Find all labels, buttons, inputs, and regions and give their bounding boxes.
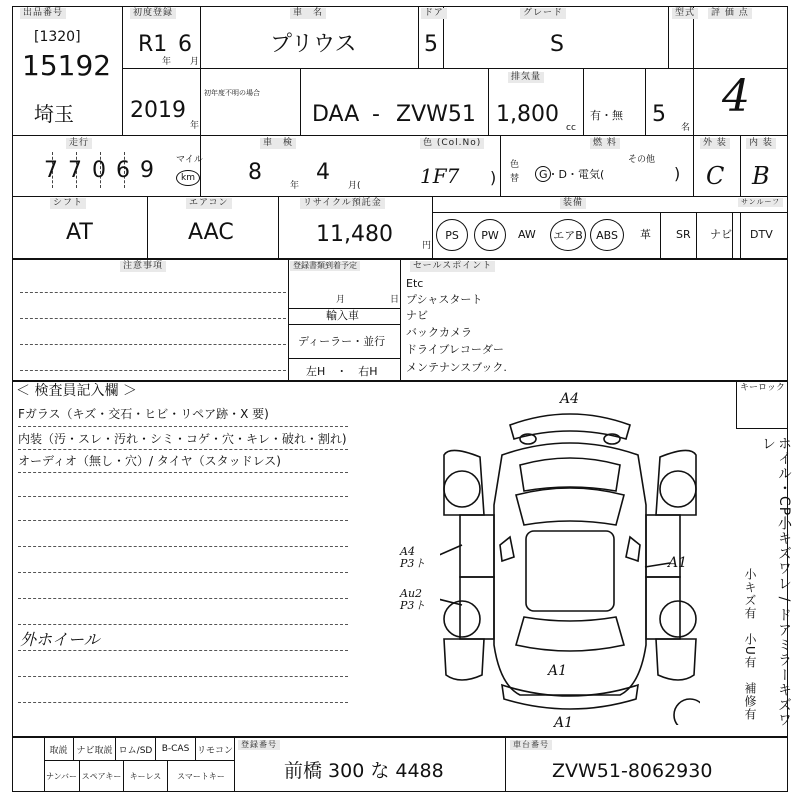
lot-number: 15192 xyxy=(22,49,112,82)
model-dash: - xyxy=(372,102,380,127)
interior-label: 内 装 xyxy=(746,138,776,149)
footer-checklist-row2 xyxy=(44,761,234,791)
capacity-unit: 名 xyxy=(681,123,691,133)
mark-front: A4 xyxy=(560,391,580,407)
col-line-a xyxy=(122,6,123,135)
odo-digit: 7 xyxy=(68,158,82,183)
displacement-unit: cc xyxy=(566,123,576,133)
grade-label: グレード xyxy=(520,8,566,19)
inspector-rule xyxy=(18,496,348,497)
left-door-front xyxy=(460,515,494,577)
col-line-p xyxy=(278,196,279,259)
sales-label: セールスポイント xyxy=(410,261,495,272)
col-line-f xyxy=(693,6,694,135)
inspector-line: オーディオ（無し・穴）/ タイヤ（スタッドレス) xyxy=(18,454,281,468)
wheel-rear-left xyxy=(444,601,480,637)
col-line-h xyxy=(488,68,489,135)
row-line-3 xyxy=(12,196,788,197)
ac-option: 有・無 xyxy=(590,109,623,122)
col-line-j xyxy=(645,68,646,135)
hood xyxy=(520,458,620,491)
exterior-grade: C xyxy=(706,162,725,190)
equip-pw: PW xyxy=(474,219,506,251)
row-line-2 xyxy=(12,135,788,136)
import-label: 輸入車 xyxy=(326,309,359,322)
shaken-year: 8 xyxy=(248,160,262,185)
first-reg-era: R1 xyxy=(138,32,168,57)
recycle-label: リサイクル預託金 xyxy=(300,198,385,209)
col-line-o xyxy=(147,196,148,259)
inspector-title: ＜ 検査員記入欄 ＞ xyxy=(16,383,137,399)
odo-unit-km: km xyxy=(176,170,200,186)
equip-divider xyxy=(660,213,661,259)
color-code: 1F7 xyxy=(420,164,460,188)
steering: 左H ・ 右H xyxy=(306,365,378,378)
displacement: 1,800 xyxy=(496,102,559,127)
checklist-item: スペアキー xyxy=(80,761,124,791)
inspector-rule xyxy=(18,426,348,427)
handwritten-note: 外ホイール xyxy=(20,630,100,649)
reg-line xyxy=(288,324,401,325)
score-label: 評 価 点 xyxy=(708,8,752,19)
shaken-label: 車 検 xyxy=(260,138,296,149)
recycle-fee: 11,480 xyxy=(316,222,393,247)
col-line-i xyxy=(583,68,584,135)
windshield xyxy=(516,488,624,525)
inspector-rule xyxy=(18,624,348,625)
capacity: 5 xyxy=(652,102,666,127)
fender-front-left xyxy=(444,450,484,515)
odo-digit: 6 xyxy=(116,158,130,183)
col-line-n xyxy=(740,135,741,196)
odo-unit-mile: マイル xyxy=(176,155,203,165)
sales-point: ドライブレコーダー xyxy=(406,343,504,356)
equip-ps: PS xyxy=(436,219,468,251)
mirror-right xyxy=(626,537,640,561)
wheel-front-left xyxy=(444,471,480,507)
checklist-item: スマートキー xyxy=(177,771,225,781)
mission-label: シフト xyxy=(50,198,86,209)
row-line-1 xyxy=(122,68,788,69)
reg-label: 登録書類到着予定 xyxy=(290,261,360,271)
aircon-label: エアコン xyxy=(186,198,232,209)
equipment-row xyxy=(432,212,788,260)
model-code: ZVW51 xyxy=(396,102,476,127)
model-prefix: DAA xyxy=(312,102,360,127)
chassis-label: 車台番号 xyxy=(510,740,552,750)
keylock-label: キーロック xyxy=(740,383,785,393)
rear-window xyxy=(516,617,624,651)
dealer-label: ディーラー・並行 xyxy=(298,335,386,348)
reg-line xyxy=(288,358,401,359)
equip-aw: AW xyxy=(518,228,536,241)
odometer xyxy=(30,152,170,190)
region-code: [1320] xyxy=(34,29,81,45)
equip-airbag: エアB xyxy=(550,219,586,251)
wheel-spare xyxy=(674,699,700,725)
grade-value: S xyxy=(550,32,564,57)
plate-label: 登録番号 xyxy=(238,740,280,750)
aircon: AAC xyxy=(188,220,234,245)
col-line-k xyxy=(200,135,201,196)
prefecture: 埼玉 xyxy=(34,102,74,126)
recycle-unit: 円 xyxy=(422,241,432,251)
plate-number: 前橋 300 な 4488 xyxy=(284,760,444,782)
checklist-item: キーレス xyxy=(124,761,168,791)
mark-pointer xyxy=(645,563,670,567)
equip-dtv: DTV xyxy=(750,228,773,241)
equip-navi: ナビ xyxy=(710,228,732,241)
inspector-rule xyxy=(18,572,348,573)
transmission: AT xyxy=(66,220,93,245)
inspector-rule xyxy=(18,650,348,651)
sales-point: ナビ xyxy=(406,309,428,322)
checklist-item: リモコン xyxy=(196,745,233,756)
shaken-month: 4 xyxy=(316,160,330,185)
inspector-rule xyxy=(18,449,348,450)
sales-point: メンテナンスブック. xyxy=(406,361,507,374)
first-reg-year-unit: 年 xyxy=(162,57,172,67)
fender-front-right xyxy=(656,450,696,515)
first-reg-label: 初度登録 xyxy=(130,8,176,19)
shaken-month-unit: 月( xyxy=(348,181,361,191)
sales-point: バックカメラ xyxy=(406,326,472,339)
wheel-front-right xyxy=(660,471,696,507)
model-year: 2019 xyxy=(130,98,186,123)
kata-label: 型式 xyxy=(672,8,698,19)
chassis-number: ZVW51-8062930 xyxy=(552,760,713,782)
fuel-close: ) xyxy=(674,164,681,183)
cc-label: 排気量 xyxy=(508,72,544,83)
caution-label: 注意事項 xyxy=(120,261,166,272)
col-line-b xyxy=(200,6,201,135)
exterior-label: 外 装 xyxy=(700,138,730,149)
mark-rear-center: A1 xyxy=(548,663,568,679)
col-line-m xyxy=(693,135,694,196)
checklist-item: ロム/SD xyxy=(116,738,156,760)
model-year-unit: 年 xyxy=(190,121,200,131)
lot-label: 出品番号 xyxy=(20,8,66,19)
col-line-g xyxy=(300,68,301,135)
equip-divider xyxy=(696,213,697,259)
equip-divider xyxy=(732,213,733,259)
odo-digit: 0 xyxy=(92,158,106,183)
color-close: ) xyxy=(490,168,497,187)
car-body xyxy=(494,443,646,695)
car-name: プリウス xyxy=(270,32,357,57)
inspector-line: Fガラス（キズ・交石・ヒビ・リペア跡・X 要) xyxy=(18,407,269,421)
footer-divider xyxy=(234,737,235,792)
inspector-rule xyxy=(18,702,348,703)
fuel-other: その他 xyxy=(628,155,656,165)
notes-line xyxy=(20,370,286,371)
odo-digit: 7 xyxy=(44,158,58,183)
mark-pointer xyxy=(440,545,462,559)
door-label: ドア xyxy=(421,8,447,19)
rear-bumper xyxy=(502,685,638,709)
footer-divider xyxy=(505,737,506,792)
color-label: 色 (Col.No) xyxy=(420,138,484,149)
mark-rear-bottom: A1 xyxy=(554,715,574,731)
mark-right: A1 xyxy=(668,555,688,571)
inspector-rule xyxy=(18,472,348,473)
first-reg-month-unit: 月 xyxy=(190,57,200,67)
equipment-label: 装備 xyxy=(560,198,586,209)
notes-line xyxy=(20,318,286,319)
checklist-item: ナビ取説 xyxy=(74,738,116,760)
sales-point: プシャスタート xyxy=(406,293,483,306)
fender-rear-left xyxy=(444,639,484,680)
import-note: 初年度不明の場合 xyxy=(204,89,260,97)
car-damage-diagram xyxy=(440,395,700,725)
inspector-rule xyxy=(18,676,348,677)
inspector-rule xyxy=(18,598,348,599)
door-count: 5 xyxy=(424,32,438,57)
fuel-label: 燃 料 xyxy=(590,138,620,149)
sunroof-label: サンルーフ xyxy=(738,198,783,207)
reg-month: 月 xyxy=(336,295,346,305)
col-line-e xyxy=(668,6,669,68)
equip-abs: ABS xyxy=(590,219,624,251)
roof xyxy=(526,531,614,611)
side-note-1: ホイル・CP小キズワレ / ドアミラーキズワレ xyxy=(760,436,792,728)
odo-digit: 9 xyxy=(140,158,154,183)
mark-left-rear: Au2 P3ト xyxy=(400,587,426,612)
col-line-c xyxy=(418,6,419,68)
side-note-2: 小キズ有 小U有 補修有 xyxy=(743,568,757,721)
color-side-label: 色 替 xyxy=(510,160,520,184)
interior-grade: B xyxy=(752,162,770,190)
sales-point: Etc xyxy=(406,277,424,290)
fender-rear-right xyxy=(656,639,696,680)
fuel-options: G・D・電気( xyxy=(539,168,605,181)
inspector-rule xyxy=(18,546,348,547)
inspector-line: 内装（汚・スレ・汚れ・シミ・コゲ・穴・キレ・破れ・割れ) xyxy=(18,432,347,446)
car-name-label: 車 名 xyxy=(290,8,326,19)
mirror-left xyxy=(500,537,514,561)
col-line-l xyxy=(500,135,501,196)
checklist-item: ナンバー xyxy=(44,761,80,791)
equip-divider xyxy=(740,213,741,259)
score-value: 4 xyxy=(722,71,750,122)
equip-leather: 革 xyxy=(640,228,651,241)
checklist-item: B-CAS xyxy=(156,738,196,760)
inspector-rule xyxy=(18,520,348,521)
footer-checklist-row1 xyxy=(44,738,234,760)
mark-left-front: A4 P3ト xyxy=(400,545,426,570)
shaken-year-unit: 年 xyxy=(290,181,300,191)
first-reg-month: 6 xyxy=(178,32,192,57)
checklist-item: 取説 xyxy=(44,738,74,760)
reg-day: 日 xyxy=(390,295,400,305)
front-bumper xyxy=(510,414,630,439)
odo-label: 走行 xyxy=(66,138,92,149)
notes-line xyxy=(20,292,286,293)
wheel-rear-right xyxy=(660,601,696,637)
equip-sunroof: SR xyxy=(676,228,691,241)
notes-line xyxy=(20,344,286,345)
